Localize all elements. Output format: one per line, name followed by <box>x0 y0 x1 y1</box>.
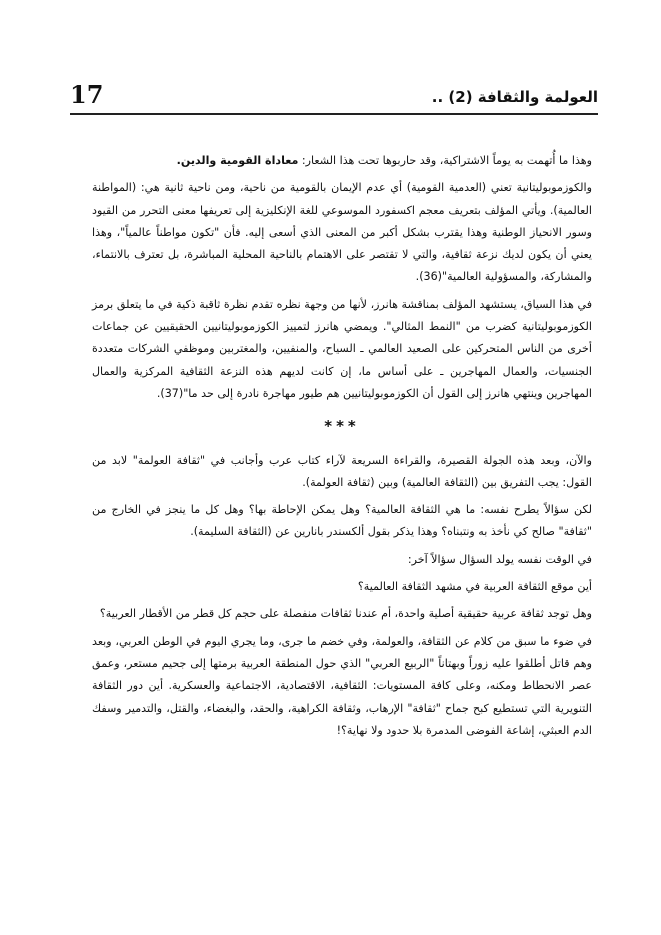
header-title: العولمة والثقافة (2) .. <box>431 88 598 106</box>
paragraph: في ضوء ما سبق من كلام عن الثقافة، والعولمة، وفي خضم ما جرى، وما يجري اليوم في الوطن العربي، وبعد وهم قاتل أطلقوا عليه زوراً وبهتاناً "الربيع العربي" الذي حول المنطقة العربية برمتها إلى جحيم مستعر، وعمق عصر الانحطاط ومكنه، وعلى كافة المستويات: الثقافية، الاقتصادية، الاجتماعية والعسكرية. أين دور الثقافة التنويرية التي تستطيع كبح جماح "ثقافة" الإرهاب، وثقافة الكراهية، والحقد، والبغضاء، والقتل، والتدمير وسفك الدم العبثي، إشاعة الفوضى المدمرة بلا حدود ولا نهاية؟! <box>92 634 592 737</box>
paragraph: والآن، وبعد هذه الجولة القصيرة، والقراءة السريعة لآراء كتاب عرب وأجانب في "ثقافة العولمة" لابد من القول: يجب التفريق بين (الثقافة العالمية) وبين (ثقافة العولمة). <box>92 453 592 489</box>
paragraph: لكن سؤالاً يطرح نفسه: ما هي الثقافة العالمية؟ وهل يمكن الإحاطة بها؟ وهل كل ما ينجز في الخارج من "ثقافة" صالح كي نأخذ به ونتبناه؟ وهذا يذكر بقول ألكسندر بانارين عن (الثقافة السليمة). <box>92 503 592 539</box>
paragraph-text: وهذا ما أُتهمت به يوماً الاشتراكية، وقد حاربوها تحت هذا الشعار: <box>298 154 592 167</box>
running-header <box>70 80 598 110</box>
header-rule <box>70 113 598 115</box>
section-separator: *** <box>324 417 360 436</box>
paragraph: أين موقع الثقافة العربية في مشهد الثقافة العالمية؟ <box>357 580 592 594</box>
body-text <box>92 150 592 747</box>
paragraph: والكوزموبوليتانية تعني (العدمية القومية) أي عدم الإيمان بالقومية من ناحية، ومن ناحية ثانية هي: (المواطنة العالمية). ويأتي المؤلف بتعريف معجم اكسفورد الموسوعي للغة الإنكليزية إلى تعريفها معنى التحرر من القيود وسور الانحياز الوطنية وهذا يقترب بشكل أكبر من المعنى الذي أسعى إليه. فأن "تكون مواطناً عالمياً"، وهذا يعني أن يكون لديك نزعة ثقافية، والتي لا تقتصر على الاهتمام بالناحية المحلية المباشرة، بل تعترف بالانتماء، والمشاركة، والمسؤولية العالمية"(36). <box>92 181 592 284</box>
page-number: 17 <box>70 80 104 109</box>
paragraph: في الوقت نفسه يولد السؤال سؤالاً آخر: <box>407 552 592 566</box>
bold-phrase: معاداة القومية والدين. <box>176 154 299 167</box>
paragraph: في هذا السياق، يستشهد المؤلف بمناقشة هانرز، لأنها من وجهة نظره تقدم نظرة ثاقبة ذكية في ما يتعلق برمز الكوزموبوليتانية كضرب من "النمط المثالي". ويمضي هانرز لتمييز الكوزموبوليتانيين الحقيقيين عن جماعات أخرى من الناس المتحركين على الصعيد العالمي ـ السياح، والمنفيين، والمغتربين وموظفي الشركات متعددة الجنسيات، والعمال المهاجرين ـ على أساس ما، إن كانت لديهم هذه النزعة الثقافية المركزية والعمال المهاجرين وينتهي هانرز إلى القول أن الكوزموبوليتانيين هم طيور مهاجرة نادرة إلى حد ما"(37). <box>92 297 592 400</box>
paragraph <box>92 150 592 172</box>
paragraph: وهل توجد ثقافة عربية حقيقية أصلية واحدة، أم عندنا ثقافات منفصلة على حجم كل قطر من الأقطار العربية؟ <box>99 607 592 621</box>
